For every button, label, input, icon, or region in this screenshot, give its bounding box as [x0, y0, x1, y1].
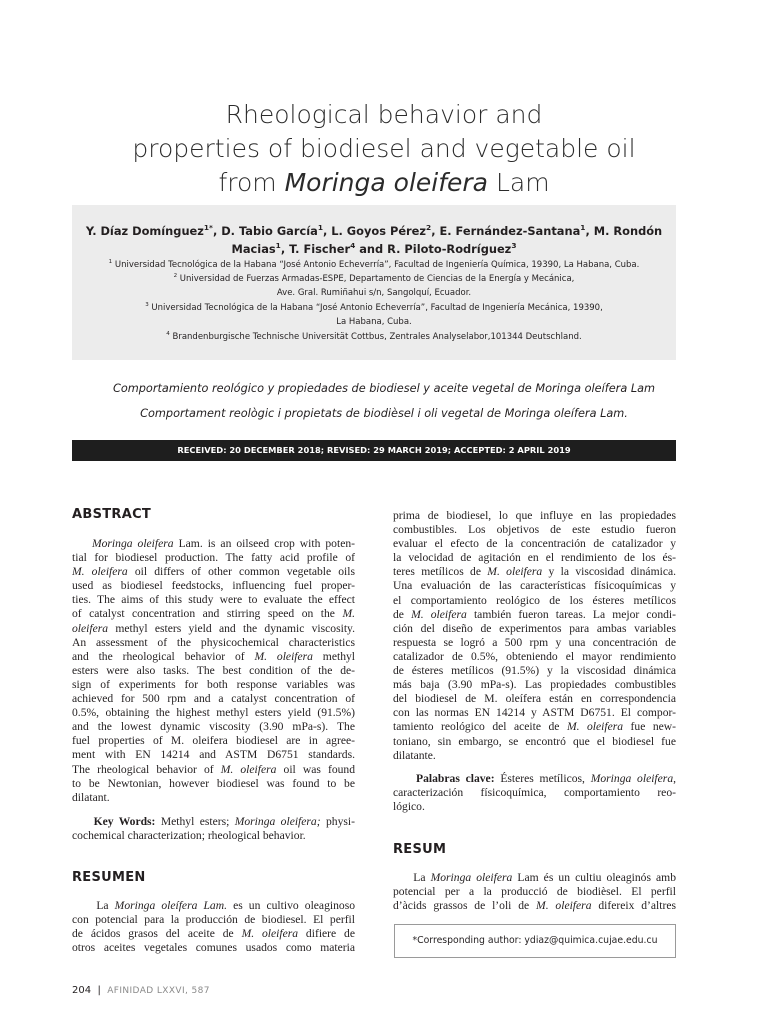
text: difereix d’altres [591, 899, 676, 913]
species-name: M. oleifera [536, 899, 592, 913]
authors-box [72, 205, 676, 360]
species-name: Moringa oleifera [430, 871, 513, 884]
affil-text: Universidad Tecnológica de la Habana “José Antonio Echeverría”, Facultad de Ingeniería Química, 19390, La Habana, Cuba. [112, 260, 640, 270]
text-line: potencial per a la producció de biodièsel. El perfil [393, 885, 676, 899]
affil-mark: 4 [166, 331, 170, 338]
text-line [72, 565, 355, 579]
page-number: 204 [72, 985, 92, 996]
text-line: con las normas EN 14214 y ASTM D6751. El compor- [393, 706, 676, 720]
author-name: , D. Tabio García [212, 224, 318, 238]
text: The rheological behavior of [72, 762, 221, 776]
text-line: con potencial para la producción de biodiesel. El perfil [72, 913, 355, 927]
corresponding-author-box: *Corresponding author: ydiaz@quimica.cujae.edu.cu [394, 924, 676, 958]
keywords-line [72, 815, 355, 829]
text-line: del biodiesel de M. oleífera están en correspondencia [393, 692, 676, 706]
text-line: de ésteres metílicos (91.5%) y la viscosidad dinámica [393, 664, 676, 678]
text-line: tial for biodiesel production. The fatty acid profile of [72, 551, 355, 565]
resumen-body-left [72, 899, 355, 955]
species-name: M. oleifera [566, 720, 624, 734]
text-line: to be Newtonian, however biodiesel was found to be [72, 776, 355, 790]
text-line: prima de biodiesel, lo que influye en las propiedades [393, 509, 676, 522]
text: , [673, 771, 676, 785]
text-line: Una evaluación de las características físicoquímicas y [393, 579, 676, 593]
article-title [60, 98, 708, 200]
text: teres metílicos de [393, 565, 488, 579]
text-line [393, 720, 676, 734]
author-affil-mark: 1 [317, 223, 323, 233]
author-affil-mark: 1 [275, 241, 281, 251]
affiliation-3-cont: La Habana, Cuba. [336, 317, 412, 327]
species-name: Moringa oleifera; [234, 814, 321, 828]
species-name: Moringa oleifera [91, 537, 174, 550]
affiliation-1 [72, 260, 676, 270]
text: oil differs of other common vegetable oils [127, 565, 355, 579]
resumen-heading: RESUMEN [72, 870, 146, 885]
text-line: otros aceites vegetales comunes usados como materia [72, 941, 355, 955]
affiliation-2 [72, 274, 676, 284]
text-line [72, 650, 355, 664]
text-line: and the lowest dynamic viscosity (3.90 mPa-s). The [72, 720, 355, 734]
author-affil-mark: 4 [350, 241, 356, 251]
keywords-line: cochemical characterization; rheological behavior. [72, 828, 306, 842]
affiliation-2-cont: Ave. Gral. Rumiñahui s/n, Sangolquí, Ecuador. [276, 288, 472, 298]
title-species: Moringa oleifera [284, 168, 488, 197]
footer-separator: | [97, 985, 101, 996]
species-name: M. oleifera [72, 565, 128, 579]
affil-mark: 3 [145, 302, 149, 309]
journal-name: AFINIDAD LXXVI, 587 [107, 986, 210, 996]
authors-line-1 [72, 224, 676, 238]
abstract-heading: ABSTRACT [72, 507, 152, 522]
text-line [72, 763, 355, 777]
text: de [393, 607, 412, 621]
author-name: and R. Piloto-Rodríguez [355, 242, 512, 256]
authors-line-2 [72, 242, 676, 256]
author-name: , M. Rondón [585, 224, 663, 238]
text: tamiento reológico del aceite de [393, 720, 567, 734]
title-text: from [218, 168, 285, 197]
text: physi- [320, 814, 355, 828]
author-affil-mark: 3 [511, 241, 517, 251]
text-line: dilatant. [72, 790, 110, 804]
text: Methyl esters; [155, 814, 235, 828]
species-name: Moringa oleifera [590, 771, 674, 785]
text-line: 0.5%, obtaining the highest methyl esters yield (91.5%) [72, 706, 355, 720]
affil-text: Brandenburgische Technische Universität Cottbus, Zentrales Analyselabor,101344 Deutschland. [169, 332, 582, 342]
text-line [393, 608, 676, 622]
text-line: toniano, sin embargo, se encontró que el biodiesel fue [393, 734, 676, 748]
text: y la viscosidad dinámica. [542, 565, 676, 579]
species-name: M. oleifera [254, 649, 313, 663]
resumen-body-right [393, 509, 676, 814]
affiliation-4 [72, 332, 676, 342]
resum-body [393, 871, 676, 913]
text-line: la velocidad de agitación en el rendimiento de los és- [393, 551, 676, 565]
page-footer [72, 985, 210, 996]
text: methyl [312, 649, 355, 663]
affiliation-3 [72, 303, 676, 313]
affil-mark: 2 [173, 273, 178, 280]
title-line-1: Rheological behavior and [225, 100, 543, 129]
text-line: ties. The aims of this study were to evaluate the effect [72, 593, 355, 607]
text: oil was found [276, 762, 355, 776]
species-name: M. [342, 607, 355, 621]
text: también fueron tareas. La mejor condi- [466, 607, 676, 621]
species-name: M. oleifera [487, 565, 543, 579]
text-line [72, 607, 355, 621]
received-dates-bar: RECEIVED: 20 DECEMBER 2018; REVISED: 29 MARCH 2019; ACCEPTED: 2 APRIL 2019 [72, 440, 676, 461]
title-line-2: properties of biodiesel and vegetable oil [132, 134, 636, 163]
keywords-line: lógico. [393, 799, 425, 813]
text-line [72, 899, 355, 913]
affil-text: Universidad de Fuerzas Armadas-ESPE, Departamento de Ciencias de la Energía y Mecánica, [177, 274, 575, 284]
text-line [393, 565, 676, 579]
keywords-label: Palabras clave: [416, 771, 495, 785]
title-text: Lam [488, 168, 550, 197]
author-affil-mark: 1 [580, 223, 586, 233]
species-name: M. oleifera [241, 927, 299, 941]
text: fue new- [623, 720, 676, 734]
text-line [393, 871, 676, 885]
text-line: combustibles. Los objetivos de este estudio fueron [393, 523, 676, 537]
text-line: esters were also tasks. The best condition of the de- [72, 663, 355, 677]
text: of catalyst concentration and stirring speed on the [72, 607, 343, 621]
author-affil-mark: 1* [203, 223, 213, 233]
species-name: Moringa oleífera Lam. [114, 899, 227, 912]
author-name: , E. Fernández-Santana [431, 224, 581, 238]
text: and the rheological behavior of [72, 649, 255, 663]
keywords-line: caracterización físicoquímica, comportamiento reo- [393, 785, 676, 799]
text: methyl esters yield and the dynamic viscosity. [108, 621, 355, 635]
text-line: achieved for 500 rpm and a catalyst concentration of [72, 692, 355, 706]
text: Ésteres metílicos, [494, 771, 591, 785]
text-line: used as biodiesel feedstocks, influencing fuel proper- [72, 579, 355, 593]
species-name: oleifera [72, 621, 109, 635]
text: La [96, 899, 115, 912]
affil-text: Universidad Tecnológica de la Habana “José Antonio Echeverría”, Facultad de Ingeniería Mecánica, 19390, [148, 303, 603, 313]
text-line: respuesta se logró a 500 rpm y una concentración de [393, 635, 676, 649]
text-line: dilatante. [393, 748, 436, 762]
keywords-line [393, 772, 676, 786]
text: de ácidos grasos del aceite de [72, 927, 242, 941]
author-name: Macias [231, 242, 276, 256]
catalan-title: Comportament reològic i propietats de biodièsel i oli vegetal de Moringa oleífera Lam. [140, 407, 628, 420]
text: difiere de [298, 927, 355, 941]
species-name: M. oleifera [220, 762, 277, 776]
species-name: M. oleifera [411, 607, 467, 621]
text-line [393, 899, 676, 913]
text: d’àcids grassos de l’oli de [393, 899, 537, 913]
spanish-title: Comportamiento reológico y propiedades de biodiesel y aceite vegetal de Moringa oleífera Lam [112, 382, 656, 395]
text-line: el comportamiento reológico de los ésteres metílicos [393, 593, 676, 607]
text: Lam. is an oilseed crop with poten- [173, 537, 355, 550]
text-line: evaluar el efecto de la concentración de catalizador y [393, 537, 676, 551]
text-line: ción del diseño de experimentos para ambas variables [393, 621, 676, 635]
keywords-label: Key Words: [93, 814, 156, 828]
text-line: An assessment of the physicochemical characteristics [72, 635, 355, 649]
text: es un cultivo oleaginoso [226, 899, 355, 912]
author-name: , T. Fischer [280, 242, 351, 256]
text: La [413, 871, 431, 884]
text-line [72, 622, 355, 636]
author-name: Y. Díaz Domínguez [85, 224, 204, 238]
text-line [72, 537, 355, 551]
text-line [72, 927, 355, 941]
resum-heading: RESUM [393, 842, 447, 857]
affil-mark: 1 [108, 259, 113, 266]
text-line: sign of experiments for both response variables was [72, 677, 355, 691]
author-affil-mark: 2 [426, 223, 432, 233]
text-line: más baja (3.90 mPa-s). Las propiedades combustibles [393, 678, 676, 692]
author-name: , L. Goyos Pérez [322, 224, 427, 238]
abstract-body [72, 537, 355, 843]
text: Lam és un cultiu oleaginós amb [512, 871, 676, 884]
text-line: catalizador de 0.5%, obteniendo el mayor rendimiento [393, 649, 676, 663]
text-line: fuel properties of M. oleifera biodiesel are in agree- [72, 734, 355, 748]
text-line: ment with EN 14214 and ASTM D6751 standards. [72, 748, 355, 762]
title-line-3 [60, 166, 708, 200]
